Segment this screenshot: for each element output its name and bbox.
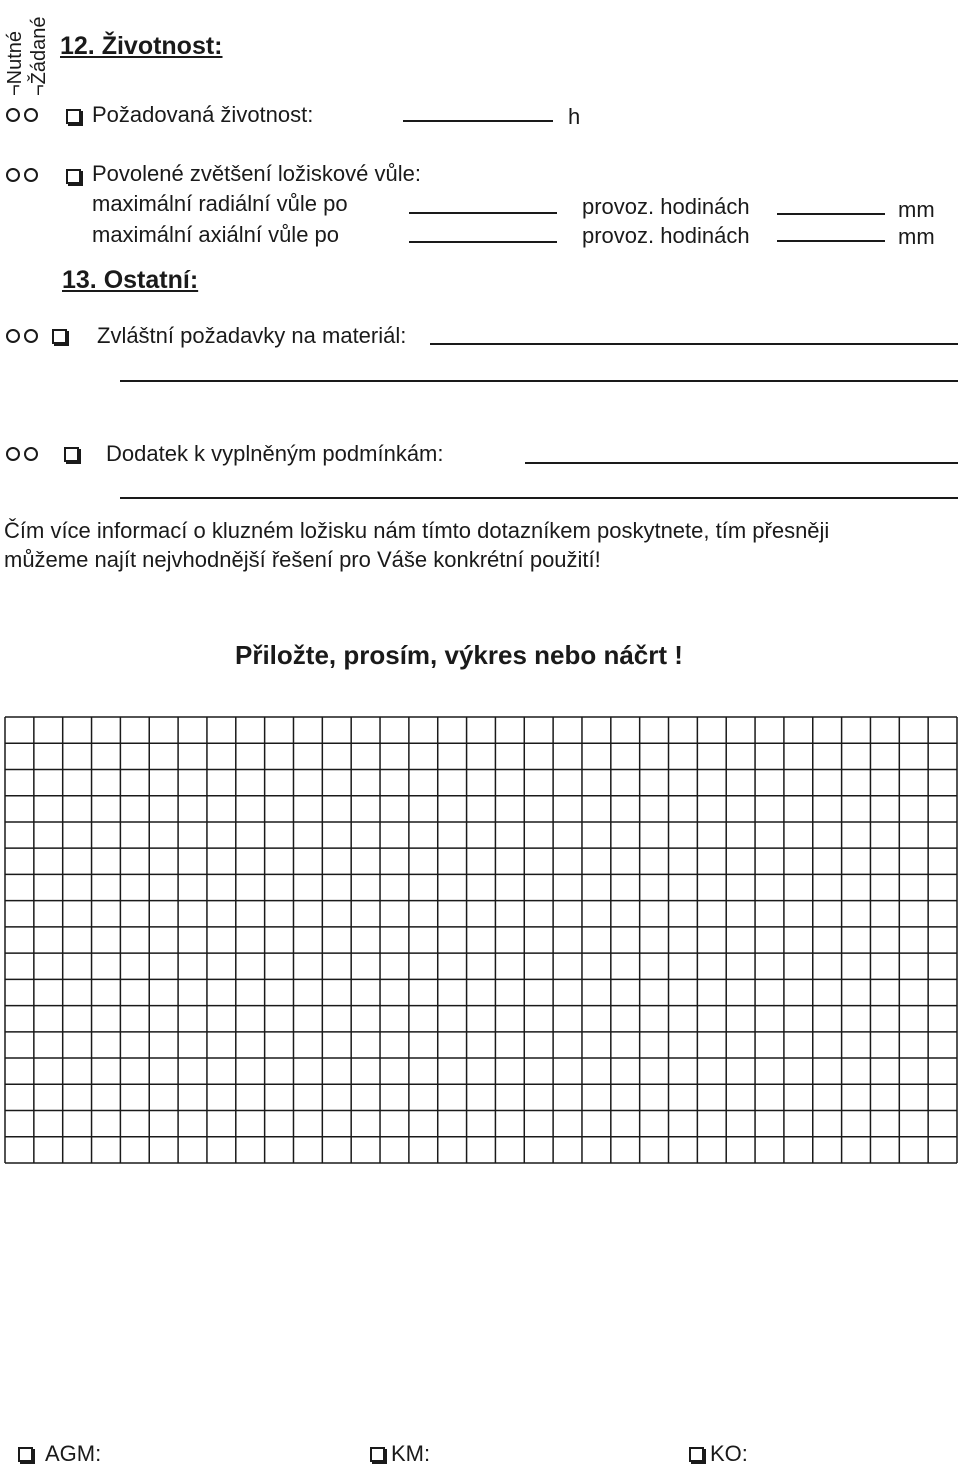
radial-clearance-label: maximální radiální vůle po (92, 191, 348, 216)
axial-mm-input-line[interactable] (777, 240, 885, 242)
required-column-label: ¬Nutné (4, 30, 26, 96)
lifetime-checkbox[interactable] (66, 109, 81, 124)
priority-markers (6, 447, 38, 466)
addendum-input-line-2[interactable] (120, 497, 958, 499)
material-checkbox[interactable] (52, 329, 67, 344)
desired-column-label: ¬Žádané (28, 16, 50, 96)
ko-label: KO: (710, 1441, 748, 1466)
radial-hours-input-line[interactable] (409, 212, 557, 214)
drawing-request: Přiložte, prosím, výkres nebo náčrt ! (235, 640, 683, 670)
lifetime-label: Požadovaná životnost: (92, 102, 314, 127)
priority-markers (6, 168, 38, 187)
lifetime-input-line[interactable] (403, 120, 553, 122)
required-radio[interactable] (6, 447, 20, 461)
axial-clearance-label: maximální axiální vůle po (92, 222, 340, 247)
section-13-heading: 13. Ostatní: (62, 266, 199, 294)
info-note-line-1: Čím více informací o kluzném ložisku nám tímto dotazníkem poskytnete, tím přesněji (4, 518, 830, 543)
priority-markers (6, 108, 38, 127)
radial-mm-input-line[interactable] (777, 213, 885, 215)
material-input-line-2[interactable] (120, 380, 958, 382)
lifetime-unit: h (568, 104, 581, 129)
axial-mm-unit: mm (898, 224, 935, 249)
required-radio[interactable] (6, 168, 20, 182)
desired-radio[interactable] (24, 329, 38, 343)
radial-hours-label: provoz. hodinách (582, 194, 750, 219)
clearance-label: Povolené zvětšení ložiskové vůle: (92, 161, 421, 186)
info-note-line-2: můžeme najít nejvhodnější řešení pro Váše konkrétní použití! (4, 547, 601, 572)
addendum-input-line[interactable] (525, 462, 958, 464)
axial-hours-input-line[interactable] (409, 241, 557, 243)
addendum-label: Dodatek k vyplněným podmínkám: (106, 441, 444, 466)
km-checkbox[interactable] (370, 1447, 385, 1462)
priority-markers (6, 329, 38, 348)
agm-checkbox[interactable] (18, 1447, 33, 1462)
km-label: KM: (391, 1441, 431, 1466)
section-12-heading: 12. Životnost: (60, 32, 223, 60)
addendum-checkbox[interactable] (64, 447, 79, 462)
desired-radio[interactable] (24, 447, 38, 461)
axial-hours-label: provoz. hodinách (582, 223, 750, 248)
radial-mm-unit: mm (898, 197, 935, 222)
material-input-line[interactable] (430, 343, 958, 345)
clearance-checkbox[interactable] (66, 169, 81, 184)
agm-label: AGM: (45, 1441, 102, 1466)
ko-checkbox[interactable] (689, 1447, 704, 1462)
desired-radio[interactable] (24, 168, 38, 182)
material-label: Zvláštní požadavky na materiál: (97, 323, 407, 348)
required-radio[interactable] (6, 329, 20, 343)
desired-radio[interactable] (24, 108, 38, 122)
sketch-grid[interactable] (4, 716, 958, 1166)
required-radio[interactable] (6, 108, 20, 122)
